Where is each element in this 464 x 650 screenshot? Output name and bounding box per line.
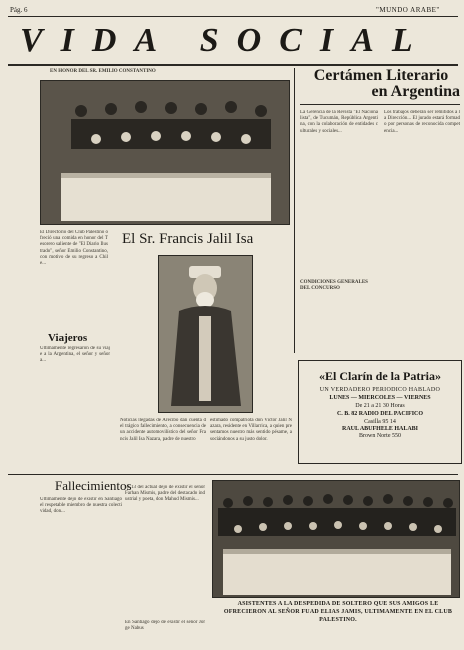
- francis-portrait-image: [159, 256, 253, 413]
- magazine-name: "MUNDO ARABE": [376, 6, 440, 14]
- contest-title-line2: en Argentina: [371, 83, 460, 100]
- section-title-rule: [8, 64, 458, 66]
- fallecimientos-col2: El 13 del actual dejó de existir el señor Farhan Mismis, padre del destacado industrial y poeta, don Mahud Mismis...: [125, 485, 205, 503]
- banquet-photo-top-image: [41, 81, 290, 225]
- photo-caption-top: EN HONOR DEL SR. EMILIO CONSTANTINO: [50, 69, 156, 74]
- ad-title: «El Clarín de la Patria»: [319, 369, 441, 383]
- ad-address: Brown Norte 550: [359, 433, 401, 439]
- ad-casilla: Casilla 95 14: [364, 419, 396, 425]
- fallecimientos-col2-b: En Santiago dejó de existir el señor Jorge Nabus: [125, 620, 205, 632]
- ad-director: RAUL ABUFHELE HALABI: [341, 426, 419, 432]
- fallecimientos-title: Fallecimientos: [55, 478, 132, 493]
- francis-caption-col2: estimado compatriota don Victor Jalil Nazara, residente en Villarrica, a quien presentamos nuestro más sentido pésame, asociándonos a su justo dolor.: [210, 418, 292, 442]
- francis-portrait: [158, 255, 253, 413]
- section-title: VIDA SOCIAL: [20, 22, 431, 59]
- radio-ad: [298, 360, 462, 464]
- banquet-photo-top: [40, 80, 290, 225]
- page-number: Pág. 6: [10, 6, 28, 14]
- francis-title: El Sr. Francis Jalil Isa: [122, 231, 254, 247]
- column-rule-right: [294, 68, 295, 353]
- contest-conditions-title: CONDICIONES GENERALES DEL CONCURSO: [300, 280, 368, 291]
- viajeros-title: Viajeros: [48, 332, 88, 344]
- ad-hours: De 21 a 21 30 Horas: [355, 403, 405, 409]
- top-left-article: El Directorio del Club Palestino ofreció una comida en honor del Tesorero saliente de "El Diario Ilustrado", señor Emilio Constantino, con motivo de su regreso a Chile...: [40, 230, 108, 267]
- contest-body-right: Los trabajos deberán ser remitidos a la Dirección... El jurado estará formado por personas de reconocida competencia...: [384, 110, 460, 134]
- header-rule: [8, 16, 458, 17]
- ad-station: C. B. 82 RADIO DEL PACIFICO: [336, 411, 424, 417]
- contest-title: [300, 68, 462, 100]
- ad-days: LUNES — MIERCOLES — VIERNES: [329, 395, 431, 401]
- fallecimientos-col1: Ultimamente dejó de existir en Santiago el respetable miembro de nuestra colectividad, don...: [40, 497, 122, 515]
- viajeros-body: Ultimamente regresaron de su viaje a la Argentina, el señor y señora...: [40, 346, 110, 364]
- contest-title-line1: Certámen Literario: [313, 67, 449, 84]
- banquet-photo-bottom-image: [213, 481, 460, 598]
- ad-subtitle: UN VERDADERO PERIODICO HABLADO: [319, 387, 441, 393]
- banquet-photo-bottom: [212, 480, 460, 598]
- francis-caption-col1: Noticias llegadas de Arecibo dan cuenta del trágico fallecimiento, a consecuencia de un accidente automovilístico del señor Francis Jalil Isa Nazara, padre de nuestro: [120, 418, 206, 442]
- lower-section-rule: [8, 474, 458, 475]
- contest-body-left: La Gerencia de la Revista "El Nacionalista", de Tucumán, República Argentina, con la colaboración de entidades culturales y sociales...: [300, 110, 378, 134]
- contest-title-rule: [300, 104, 460, 105]
- bottom-photo-caption: ASISTENTES A LA DESPEDIDA DE SOLTERO QUE SUS AMIGOS LE OFRECIERON AL SEÑOR FUAD ELIAS JAMIS, ULTIMAMENTE EN EL CLUB PALESTINO.: [223, 601, 453, 623]
